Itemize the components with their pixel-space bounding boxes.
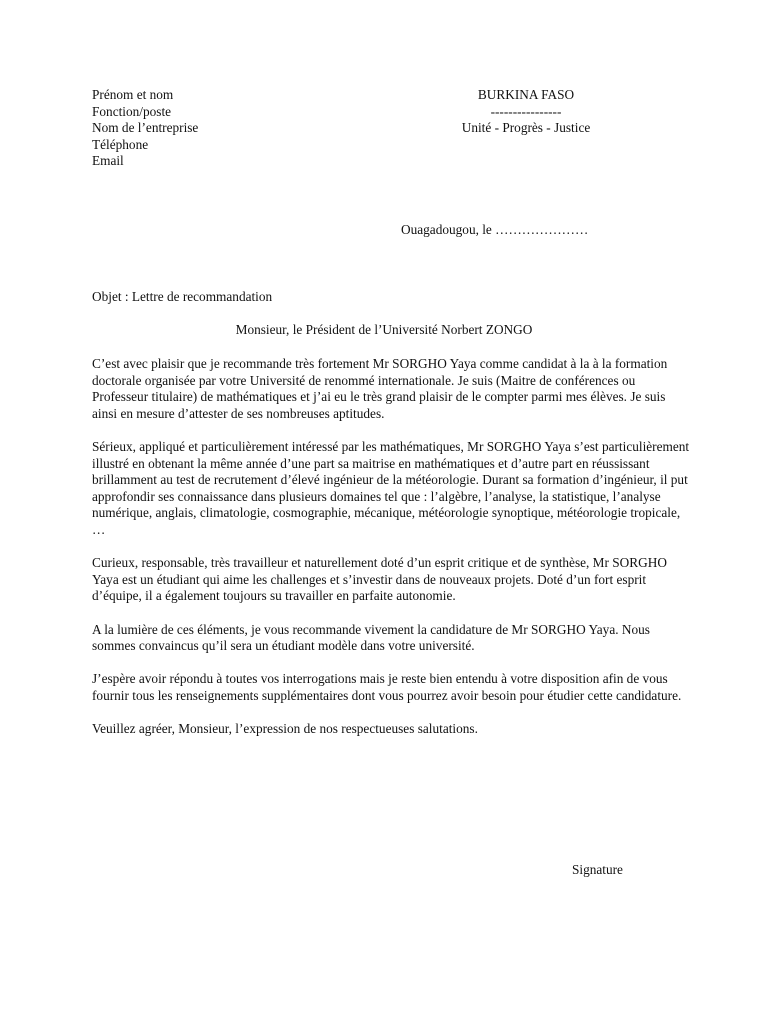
letter-body: [92, 356, 692, 754]
sender-email-line: Email: [92, 153, 124, 169]
body-paragraph-recommendation: A la lumière de ces éléments, je vous recommande vivement la candidature de Mr SORGHO Yaya. Nous sommes convaincus qu’il sera un étudiant modèle dans votre université.: [92, 621, 650, 654]
body-paragraph-availability: J’espère avoir répondu à toutes vos interrogations mais je reste bien entendu à votre disposition afin de vous fournir tous les renseignements supplémentaires dont vous pourrez avoir besoin pour étudier cette candidature.: [92, 671, 682, 703]
sender-name-line: Prénom et nom: [92, 87, 174, 102]
place-date: Ouagadougou, le …………………: [401, 222, 589, 237]
body-paragraph-qualities: Sérieux, appliqué et particulièrement intéressé par les mathématiques, Mr SORGHO Yaya s’est particulièrement illustré en obtenant la même année d’une part sa maitrise en mathématiques et d’autre part en réussissant brillamment au test de recrutement d’élevé ingénieur de la météorologie. Durant sa formation d’ingénieur, il put approfondir ses connaissance dans plusieurs domaines tel que : l’algèbre, l’analyse, la statistique, l’analyse numérique, anglais, climatologie, cosmographie, mécanique, météorologie synoptique, météorologie tropicale, …: [92, 438, 690, 537]
body-paragraph-introduction: C’est avec plaisir que je recommande très fortement Mr SORGHO Yaya comme candidat à la à la formation doctorale organisée par votre Université de renommé internationale. Je suis (Maitre de conférences ou Professeur titulaire) de mathématiques et j’ai eu le très grand plaisir de le compter parmi mes élèves. Je suis ainsi en mesure d’attester de ses nombreuses aptitudes.: [92, 356, 668, 421]
country-block: [420, 87, 632, 137]
country-motto: Unité - Progrès - Justice: [461, 120, 591, 136]
signature-label: Signature: [572, 862, 623, 877]
body-paragraph-closing: Veuillez agréer, Monsieur, l’expression de nos respectueuses salutations.: [92, 721, 478, 737]
letter-salutation: Monsieur, le Président de l’Université Norbert ZONGO: [235, 322, 533, 337]
letter-subject: Objet : Lettre de recommandation: [92, 289, 273, 304]
sender-phone-line: Téléphone: [92, 136, 149, 152]
sender-position-line: Fonction/poste: [92, 103, 172, 119]
sender-company-line: Nom de l’entreprise: [92, 120, 199, 136]
country-separator: ----------------: [490, 103, 562, 119]
country-name: BURKINA FASO: [477, 87, 575, 102]
sender-block: [92, 87, 392, 170]
body-paragraph-personality: Curieux, responsable, très travailleur et naturellement doté d’un esprit critique et de synthèse, Mr SORGHO Yaya est un étudiant qui aime les challenges et s’investir dans de nouveaux projets. Doté d’un fort esprit d’équipe, il a également toujours su travailler en parfaite autonomie.: [92, 555, 667, 604]
